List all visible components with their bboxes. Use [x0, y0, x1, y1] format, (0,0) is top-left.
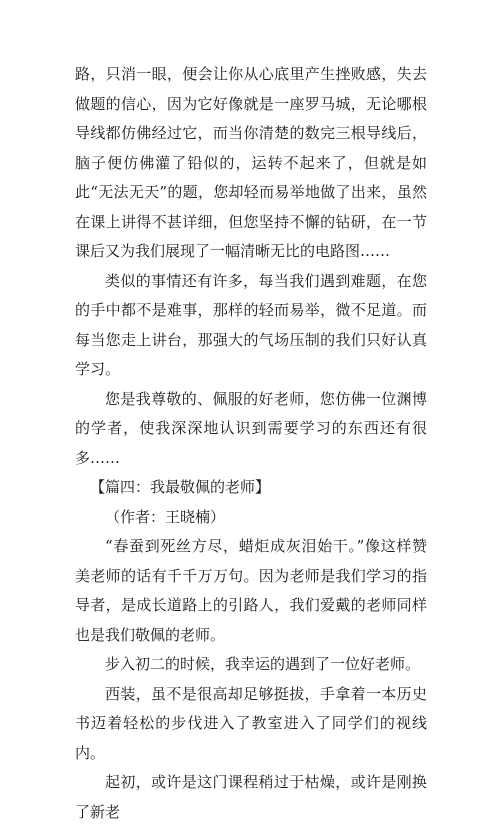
paragraph-suit: 西装，虽不是很高却足够挺拔，手拿着一本历史书迈着轻松的步伐进入了教室进入了同学们的视线内。: [75, 684, 427, 762]
section-heading: 【篇四：我最敬佩的老师】: [90, 478, 271, 496]
paragraph-at-first: 起初，或许是这门课程稍过于枯燥，或许是刚换了新老: [75, 773, 427, 821]
paragraph-respected-teacher: 您是我尊敬的、佩服的好老师，您仿佛一位渊博的学者，使我深深地认识到需要学习的东西还有很多……: [75, 389, 427, 467]
paragraph-spring-silkworm: “春蚕到死丝方尽，蜡炬成灰泪始干。”像这样赞美老师的话有千千万万句。因为老师是我们学习的指导者，是成长道路上的引路人，我们爱戴的老师同样也是我们敬佩的老师。: [75, 537, 427, 644]
paragraph-similar-things: 类似的事情还有许多，每当我们遇到难题，在您的手中都不是难事，那样的轻而易举，微不足道。而每当您走上讲台，那强大的气场压制的我们只好认真学习。: [75, 271, 427, 378]
document-body: [75, 60, 427, 827]
author-line: （作者：王晓楠）: [105, 507, 226, 526]
paragraph-grade-two: 步入初二的时候，我幸运的遇到了一位好老师。: [105, 655, 421, 673]
paragraph-continuation: 路，只消一眼，便会让你从心底里产生挫败感，失去做题的信心，因为它好像就是一座罗马城，无论哪根导线都仿佛经过它，而当你清楚的数完三根导线后，脑子便仿佛灌了铅似的，运转不起来了，但就是如此“无法无天”的题，您却轻而易举地做了出来，虽然在课上讲得不甚详细，但您坚持不懈的钻研，在一节课后又为我们展现了一幅清晰无比的电路图……: [75, 65, 427, 260]
